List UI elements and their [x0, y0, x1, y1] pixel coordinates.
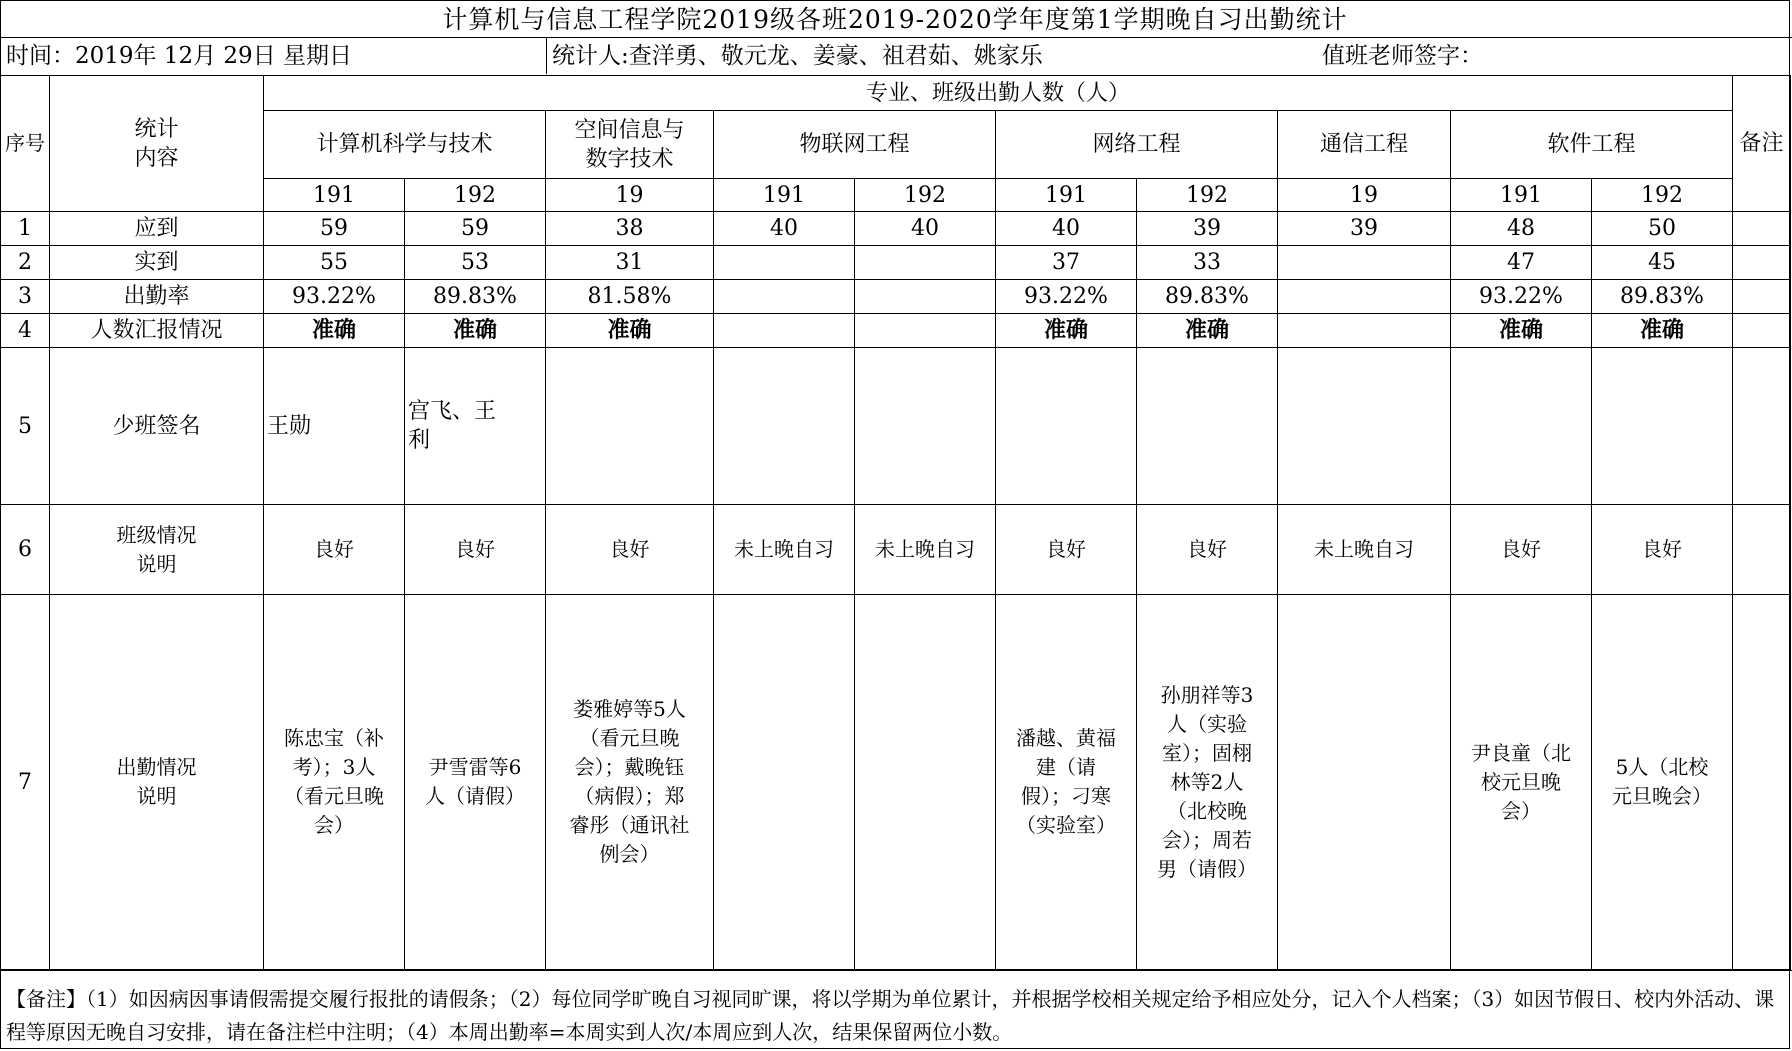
class-number-header: 191 [264, 179, 405, 212]
major-header-network: 网络工程 [996, 111, 1278, 179]
attendance-table [0, 75, 1791, 970]
data-cell [1278, 595, 1451, 970]
data-cell: 55 [264, 246, 405, 280]
data-cell: 53 [405, 246, 546, 280]
class-number-header: 192 [855, 179, 996, 212]
data-cell: 准确 [1451, 314, 1592, 348]
major-header-comm: 通信工程 [1278, 111, 1451, 179]
data-cell [714, 314, 855, 348]
row-remark [1733, 595, 1791, 970]
data-cell: 39 [1278, 212, 1451, 246]
data-cell: 48 [1451, 212, 1592, 246]
major-header-software: 软件工程 [1451, 111, 1733, 179]
data-cell: 31 [546, 246, 714, 280]
data-cell: 40 [855, 212, 996, 246]
data-cell: 93.22% [1451, 280, 1592, 314]
data-cell [1278, 348, 1451, 505]
table-row [1, 348, 1791, 505]
row-remark [1733, 246, 1791, 280]
row-remark [1733, 314, 1791, 348]
data-cell: 93.22% [996, 280, 1137, 314]
data-cell: 陈忠宝（补 考）；3人 （看元旦晚 会） [264, 595, 405, 970]
row-remark [1733, 348, 1791, 505]
data-cell: 准确 [405, 314, 546, 348]
row-seq: 3 [1, 280, 50, 314]
table-row [1, 246, 1791, 280]
row-remark [1733, 280, 1791, 314]
data-cell: 准确 [264, 314, 405, 348]
data-cell: 40 [714, 212, 855, 246]
data-cell: 良好 [1137, 505, 1278, 595]
data-cell [714, 280, 855, 314]
date-info: 时间：2019年 12月 29日 星期日 [6, 43, 352, 69]
seq-header: 序号 [1, 76, 50, 212]
row-label: 出勤情况 说明 [50, 595, 264, 970]
row-label: 人数汇报情况 [50, 314, 264, 348]
data-cell: 59 [405, 212, 546, 246]
data-cell [855, 595, 996, 970]
data-cell: 未上晚自习 [714, 505, 855, 595]
table-row [1, 280, 1791, 314]
data-cell [714, 595, 855, 970]
table-row [1, 595, 1791, 970]
row-remark [1733, 505, 1791, 595]
major-header-cs: 计算机科学与技术 [264, 111, 546, 179]
data-cell: 良好 [1451, 505, 1592, 595]
data-cell: 37 [996, 246, 1137, 280]
row-label: 少班签名 [50, 348, 264, 505]
group-header: 专业、班级出勤人数（人） [264, 76, 1733, 111]
data-cell [1451, 348, 1592, 505]
class-number-header: 192 [1137, 179, 1278, 212]
data-cell [714, 246, 855, 280]
row-seq: 2 [1, 246, 50, 280]
data-cell: 宫飞、王 利 [405, 348, 546, 505]
row-seq: 4 [1, 314, 50, 348]
major-header-iot: 物联网工程 [714, 111, 996, 179]
data-cell [855, 246, 996, 280]
data-cell: 娄雅婷等5人 （看元旦晚 会）；戴晚钰 （病假）；郑 睿彤（通讯社 例会） [546, 595, 714, 970]
info-divider-1 [546, 38, 547, 74]
data-cell [1278, 314, 1451, 348]
data-cell: 尹良童（北 校元旦晚 会） [1451, 595, 1592, 970]
data-cell: 未上晚自习 [855, 505, 996, 595]
data-cell [1278, 280, 1451, 314]
class-number-header: 192 [1592, 179, 1733, 212]
data-cell: 良好 [996, 505, 1137, 595]
data-cell: 81.58% [546, 280, 714, 314]
row-seq: 6 [1, 505, 50, 595]
class-number-header: 191 [996, 179, 1137, 212]
data-cell: 准确 [1592, 314, 1733, 348]
row-label: 班级情况 说明 [50, 505, 264, 595]
data-cell [1278, 246, 1451, 280]
class-number-header: 19 [1278, 179, 1451, 212]
class-number-header: 19 [546, 179, 714, 212]
data-cell: 89.83% [1137, 280, 1278, 314]
data-cell [996, 348, 1137, 505]
data-cell: 50 [1592, 212, 1733, 246]
data-cell: 准确 [546, 314, 714, 348]
data-cell: 40 [996, 212, 1137, 246]
data-cell: 良好 [1592, 505, 1733, 595]
counters-info: 统计人:查洋勇、敬元龙、姜豪、祖君茹、姚家乐 [552, 43, 1043, 69]
data-cell: 准确 [1137, 314, 1278, 348]
data-cell: 王勋 [264, 348, 405, 505]
data-cell: 5人（北校 元旦晚会） [1592, 595, 1733, 970]
data-cell [855, 280, 996, 314]
table-row [1, 212, 1791, 246]
sheet-title: 计算机与信息工程学院2019级各班2019-2020学年度第1学期晚自习出勤统计 [442, 5, 1348, 34]
row-seq: 5 [1, 348, 50, 505]
table-row [1, 314, 1791, 348]
row-remark [1733, 212, 1791, 246]
data-cell: 45 [1592, 246, 1733, 280]
data-cell: 47 [1451, 246, 1592, 280]
row-label: 出勤率 [50, 280, 264, 314]
data-cell [855, 348, 996, 505]
data-cell: 潘越、黄福 建（请 假）；刁寒 （实验室） [996, 595, 1137, 970]
data-cell: 93.22% [264, 280, 405, 314]
class-number-header: 191 [1451, 179, 1592, 212]
remark-header: 备注 [1733, 76, 1791, 212]
data-cell [1137, 348, 1278, 505]
data-cell: 尹雪雷等6 人（请假） [405, 595, 546, 970]
data-cell [714, 348, 855, 505]
data-cell: 89.83% [1592, 280, 1733, 314]
data-cell: 准确 [996, 314, 1137, 348]
data-cell: 39 [1137, 212, 1278, 246]
row-seq: 7 [1, 595, 50, 970]
data-cell [855, 314, 996, 348]
data-cell: 良好 [264, 505, 405, 595]
table-row [1, 505, 1791, 595]
data-cell: 良好 [546, 505, 714, 595]
data-cell: 89.83% [405, 280, 546, 314]
content-header: 统计 内容 [50, 76, 264, 212]
data-cell: 59 [264, 212, 405, 246]
data-cell: 33 [1137, 246, 1278, 280]
data-cell: 孙朋祥等3 人（实验 室）；固栩 林等2人 （北校晚 会）；周若 男（请假） [1137, 595, 1278, 970]
class-number-header: 191 [714, 179, 855, 212]
teacher-signature-label: 值班老师签字： [1322, 43, 1483, 69]
footer-note: 【备注】（1）如因病因事请假需提交履行报批的请假条；（2）每位同学旷晚自习视同旷课，将以学期为单位累计，并根据学校相关规定给予相应处分，记入个人档案；（3）如因节假日、校内外活动、课程等原因无晚自习安排，请在备注栏中注明；（4）本周出勤率=本周实到人次/本周应到人次，结果保留两位小数。 [0, 970, 1792, 1048]
class-number-header: 192 [405, 179, 546, 212]
data-cell [1592, 348, 1733, 505]
data-cell: 未上晚自习 [1278, 505, 1451, 595]
data-cell: 38 [546, 212, 714, 246]
data-cell: 良好 [405, 505, 546, 595]
row-seq: 1 [1, 212, 50, 246]
data-cell [546, 348, 714, 505]
row-label: 实到 [50, 246, 264, 280]
row-label: 应到 [50, 212, 264, 246]
major-header-spatial: 空间信息与 数字技术 [546, 111, 714, 179]
